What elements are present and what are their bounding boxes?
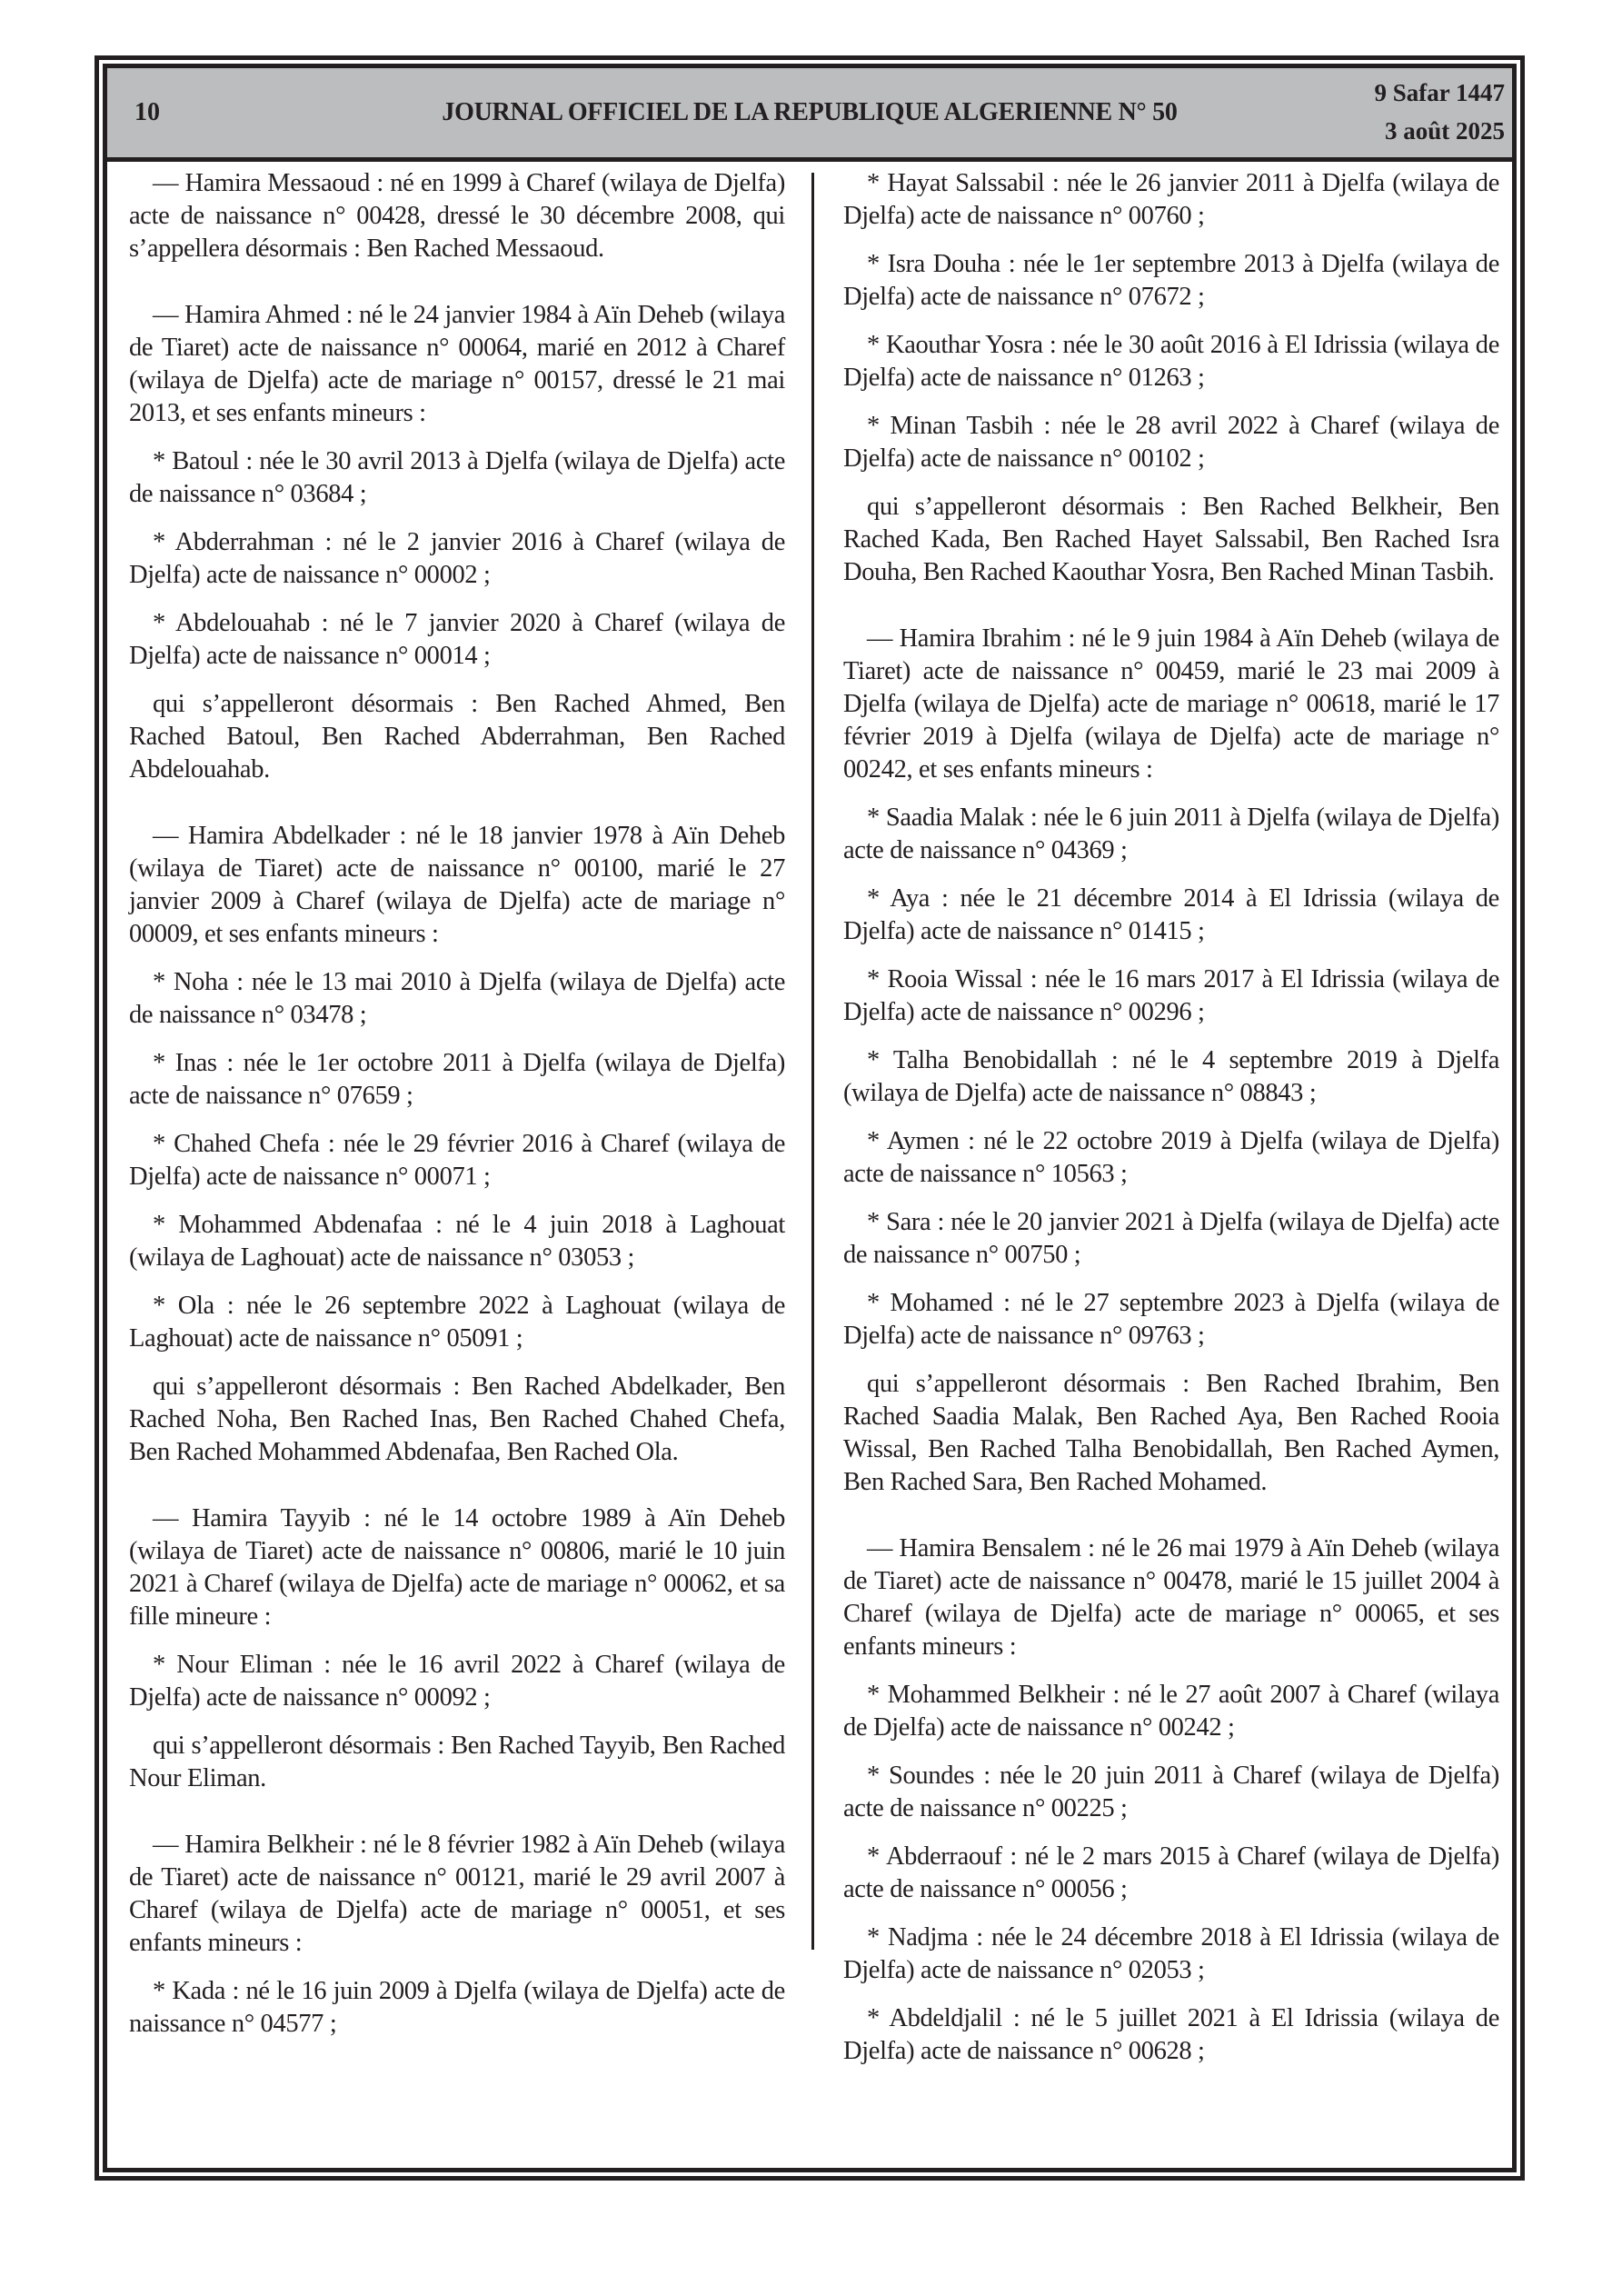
child-entry: * Noha : née le 13 mai 2010 à Djelfa (wilaya de Djelfa) acte de naissance n° 03478 ;	[129, 968, 785, 1029]
journal-title: JOURNAL OFFICIEL DE LA REPUBLIQUE ALGERIENNE N° 50	[442, 98, 1178, 126]
child-entry: * Inas : née le 1er octobre 2011 à Djelfa (wilaya de Djelfa) acte de naissance n° 07659 ;	[129, 1049, 785, 1110]
person-entry: — Hamira Abdelkader : né le 18 janvier 1978 à Aïn Deheb (wilaya de Tiaret) acte de naissance n° 00100, marié le 27 janvier 2009 à Charef (wilaya de Djelfa) acte de mariage n° 00009, et ses enfants mineurs :	[129, 822, 785, 948]
child-entry: * Batoul : née le 30 avril 2013 à Djelfa (wilaya de Djelfa) acte de naissance n° 03684 ;	[129, 447, 785, 508]
child-entry: * Abderraouf : né le 2 mars 2015 à Charef (wilaya de Djelfa) acte de naissance n° 00056 ;	[843, 1842, 1499, 1903]
child-entry: * Abderrahman : né le 2 janvier 2016 à Charef (wilaya de Djelfa) acte de naissance n° 00002 ;	[129, 528, 785, 589]
right-column	[843, 167, 1499, 2083]
new-names-paragraph: qui s’appelleront désormais : Ben Rached Ahmed, Ben Rached Batoul, Ben Rached Abderrahman, Ben Rached Abdelouahab.	[129, 690, 785, 784]
hijri-date: 9 Safar 1447	[1374, 79, 1505, 106]
new-names-paragraph: qui s’appelleront désormais : Ben Rached Belkheir, Ben Rached Kada, Ben Rached Hayet Salssabil, Ben Rached Isra Douha, Ben Rached Kaouthar Yosra, Ben Rached Minan Tasbih.	[843, 493, 1499, 586]
person-entry: — Hamira Bensalem : né le 26 mai 1979 à Aïn Deheb (wilaya de Tiaret) acte de naissance n° 00478, marié le 15 juillet 2004 à Charef (wilaya de Djelfa) acte de mariage n° 00065, et ses enfants mineurs :	[843, 1534, 1499, 1661]
new-names-paragraph: qui s’appelleront désormais : Ben Rached Abdelkader, Ben Rached Noha, Ben Rached Inas, Ben Rached Chahed Chefa, Ben Rached Mohammed Abdenafaa, Ben Rached Ola.	[129, 1373, 785, 1466]
child-entry: * Talha Benobidallah : né le 4 septembre 2019 à Djelfa (wilaya de Djelfa) acte de naissance n° 08843 ;	[843, 1046, 1499, 1107]
column-divider	[811, 173, 814, 1950]
child-entry: * Aya : née le 21 décembre 2014 à El Idrissia (wilaya de Djelfa) acte de naissance n° 01415 ;	[843, 884, 1499, 945]
person-entry: — Hamira Belkheir : né le 8 février 1982 à Aïn Deheb (wilaya de Tiaret) acte de naissance n° 00121, marié le 29 avril 2007 à Charef (wilaya de Djelfa) acte de mariage n° 00051, et ses enfants mineurs :	[129, 1831, 785, 1957]
child-entry: * Kaouthar Yosra : née le 30 août 2016 à El Idrissia (wilaya de Djelfa) acte de naissance n° 01263 ;	[843, 331, 1499, 392]
new-names-paragraph: qui s’appelleront désormais : Ben Rached Ibrahim, Ben Rached Saadia Malak, Ben Rached Aya, Ben Rached Rooia Wissal, Ben Rached Talha Benobidallah, Ben Rached Aymen, Ben Rached Sara, Ben Rached Mohamed.	[843, 1370, 1499, 1496]
person-entry: — Hamira Tayyib : né le 14 octobre 1989 à Aïn Deheb (wilaya de Tiaret) acte de naissance n° 00806, marié le 10 juin 2021 à Charef (wilaya de Djelfa) acte de mariage n° 00062, et sa fille mineure :	[129, 1504, 785, 1631]
child-entry: * Ola : née le 26 septembre 2022 à Laghouat (wilaya de Laghouat) acte de naissance n° 05091 ;	[129, 1292, 785, 1353]
child-entry: * Nadjma : née le 24 décembre 2018 à El Idrissia (wilaya de Djelfa) acte de naissance n° 02053 ;	[843, 1923, 1499, 1984]
gregorian-date: 3 août 2025	[1384, 117, 1505, 145]
child-entry: * Abdeldjalil : né le 5 juillet 2021 à El Idrissia (wilaya de Djelfa) acte de naissance n° 00628 ;	[843, 2004, 1499, 2065]
person-entry: — Hamira Messaoud : né en 1999 à Charef (wilaya de Djelfa) acte de naissance n° 00428, dressé le 30 décembre 2008, qui s’appellera désormais : Ben Rached Messaoud.	[129, 169, 785, 263]
child-entry: * Hayat Salssabil : née le 26 janvier 2011 à Djelfa (wilaya de Djelfa) acte de naissance n° 00760 ;	[843, 169, 1499, 230]
child-entry: * Chahed Chefa : née le 29 février 2016 à Charef (wilaya de Djelfa) acte de naissance n° 00071 ;	[129, 1130, 785, 1191]
new-names-paragraph: qui s’appelleront désormais : Ben Rached Tayyib, Ben Rached Nour Eliman.	[129, 1732, 785, 1792]
issue-dates	[1374, 74, 1505, 150]
left-column	[129, 167, 785, 2056]
child-entry: * Rooia Wissal : née le 16 mars 2017 à El Idrissia (wilaya de Djelfa) acte de naissance n° 00296 ;	[843, 965, 1499, 1026]
child-entry: * Nour Eliman : née le 16 avril 2022 à Charef (wilaya de Djelfa) acte de naissance n° 00092 ;	[129, 1651, 785, 1712]
child-entry: * Minan Tasbih : née le 28 avril 2022 à Charef (wilaya de Djelfa) acte de naissance n° 00102 ;	[843, 412, 1499, 473]
page-header	[107, 68, 1512, 162]
child-entry: * Soundes : née le 20 juin 2011 à Charef (wilaya de Djelfa) acte de naissance n° 00225 ;	[843, 1762, 1499, 1822]
child-entry: * Saadia Malak : née le 6 juin 2011 à Djelfa (wilaya de Djelfa) acte de naissance n° 04369 ;	[843, 804, 1499, 864]
person-entry: — Hamira Ibrahim : né le 9 juin 1984 à Aïn Deheb (wilaya de Tiaret) acte de naissance n° 00459, marié le 23 mai 2009 à Djelfa (wilaya de Djelfa) acte de mariage n° 00618, marié le 17 février 2019 à Djelfa (wilaya de Djelfa) acte de mariage n° 00242, et ses enfants mineurs :	[843, 624, 1499, 784]
child-entry: * Isra Douha : née le 1er septembre 2013 à Djelfa (wilaya de Djelfa) acte de naissance n° 07672 ;	[843, 250, 1499, 311]
page-number: 10	[134, 98, 160, 126]
child-entry: * Aymen : né le 22 octobre 2019 à Djelfa (wilaya de Djelfa) acte de naissance n° 10563 ;	[843, 1127, 1499, 1188]
child-entry: * Mohammed Belkheir : né le 27 août 2007 à Charef (wilaya de Djelfa) acte de naissance n° 00242 ;	[843, 1681, 1499, 1742]
person-entry: — Hamira Ahmed : né le 24 janvier 1984 à Aïn Deheb (wilaya de Tiaret) acte de naissance n° 00064, marié en 2012 à Charef (wilaya de Djelfa) acte de mariage n° 00157, dressé le 21 mai 2013, et ses enfants mineurs :	[129, 301, 785, 427]
child-entry: * Mohamed : né le 27 septembre 2023 à Djelfa (wilaya de Djelfa) acte de naissance n° 09763 ;	[843, 1289, 1499, 1350]
child-entry: * Kada : né le 16 juin 2009 à Djelfa (wilaya de Djelfa) acte de naissance n° 04577 ;	[129, 1977, 785, 2038]
child-entry: * Mohammed Abdenafaa : né le 4 juin 2018 à Laghouat (wilaya de Laghouat) acte de naissance n° 03053 ;	[129, 1211, 785, 1272]
child-entry: * Abdelouahab : né le 7 janvier 2020 à Charef (wilaya de Djelfa) acte de naissance n° 00014 ;	[129, 609, 785, 670]
child-entry: * Sara : née le 20 janvier 2021 à Djelfa (wilaya de Djelfa) acte de naissance n° 00750 ;	[843, 1208, 1499, 1269]
